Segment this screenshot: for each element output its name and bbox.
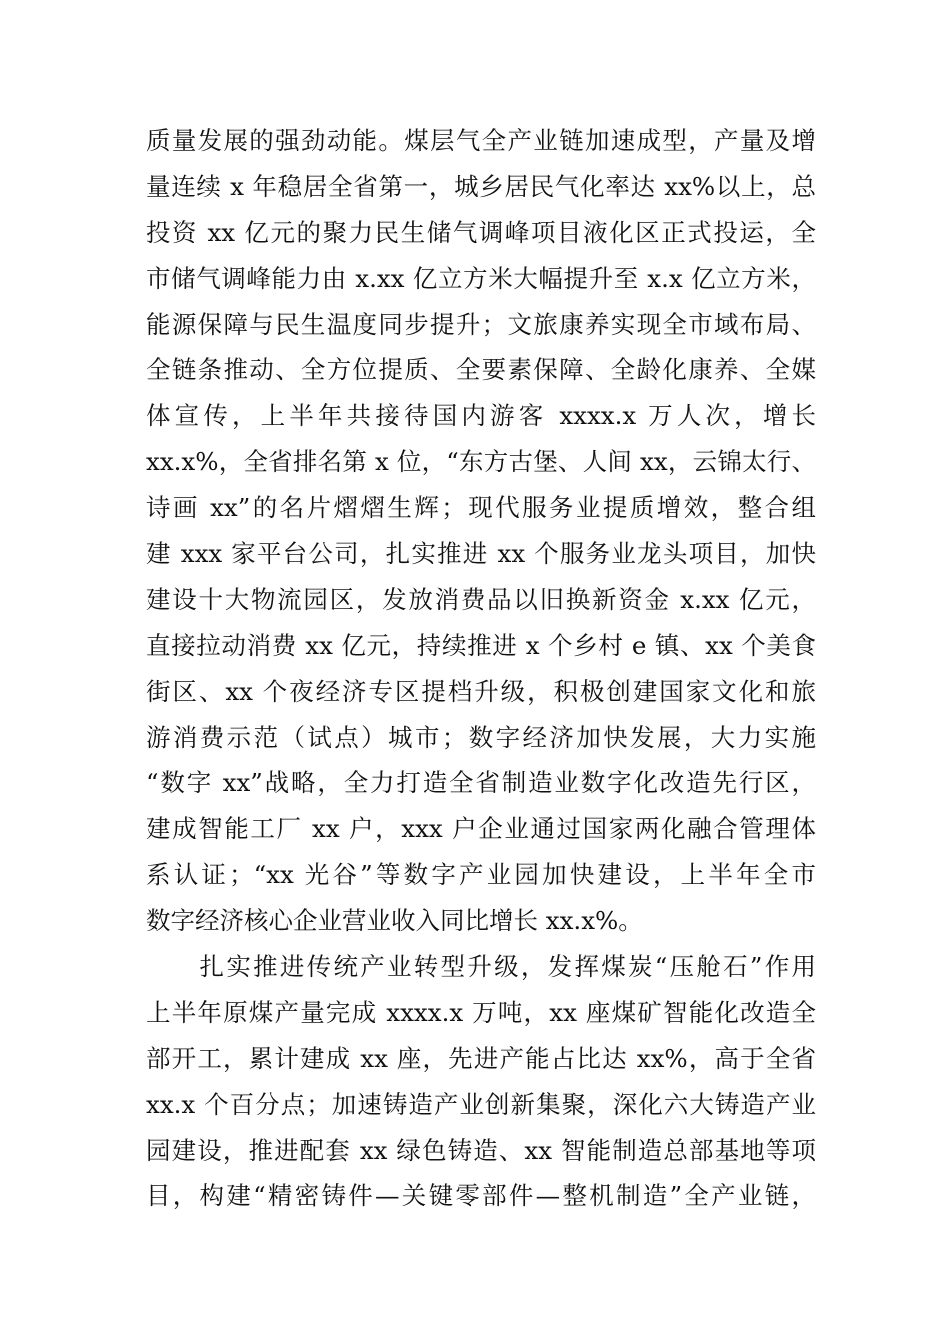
text-line: 全链条推动、全方位提质、全要素保障、全龄化康养、全媒 bbox=[146, 355, 816, 385]
text-line: 数字经济核心企业营业收入同比增长 xx.x%。 bbox=[146, 906, 643, 936]
text-line: 建设十大物流园区，发放消费品以旧换新资金 x.xx 亿元， bbox=[146, 584, 816, 614]
document-body bbox=[146, 118, 816, 1219]
text-line: 系认证；“xx 光谷”等数字产业园加快建设，上半年全市 bbox=[146, 860, 816, 890]
text-line: 园建设，推进配套 xx 绿色铸造、xx 智能制造总部基地等项 bbox=[146, 1135, 816, 1165]
text-line: 游消费示范（试点）城市；数字经济加快发展，大力实施 bbox=[146, 722, 816, 752]
text-line: 直接拉动消费 xx 亿元，持续推进 x 个乡村 e 镇、xx 个美食 bbox=[146, 630, 816, 660]
text-line: 目，构建“精密铸件—关键零部件—整机制造”全产业链， bbox=[146, 1181, 816, 1211]
paragraph-2 bbox=[146, 944, 816, 1219]
text-line: xx.x 个百分点；加速铸造产业创新集聚，深化六大铸造产业 bbox=[146, 1089, 816, 1119]
text-line: 市储气调峰能力由 x.xx 亿立方米大幅提升至 x.x 亿立方米， bbox=[146, 263, 816, 293]
text-line: 质量发展的强劲动能。煤层气全产业链加速成型，产量及增 bbox=[146, 126, 816, 155]
text-line: 建 xxx 家平台公司，扎实推进 xx 个服务业龙头项目，加快 bbox=[146, 539, 816, 569]
text-line: 建成智能工厂 xx 户，xxx 户企业通过国家两化融合管理体 bbox=[146, 814, 816, 844]
text-line: 街区、xx 个夜经济专区提档升级，积极创建国家文化和旅 bbox=[146, 676, 816, 706]
text-line: 上半年原煤产量完成 xxxx.x 万吨，xx 座煤矿智能化改造全 bbox=[146, 997, 816, 1027]
text-line: 诗画 xx”的名片熠熠生辉；现代服务业提质增效，整合组 bbox=[146, 493, 816, 523]
text-line: 能源保障与民生温度同步提升；文旅康养实现全市域布局、 bbox=[146, 309, 816, 339]
text-line: 量连续 x 年稳居全省第一，城乡居民气化率达 xx%以上，总 bbox=[146, 171, 816, 201]
text-line: xx.x%，全省排名第 x 位，“东方古堡、人间 xx，云锦太行、 bbox=[146, 447, 816, 477]
text-line: 扎实推进传统产业转型升级，发挥煤炭“压舱石”作用 bbox=[146, 952, 816, 982]
paragraph-1 bbox=[146, 118, 816, 944]
text-line: “数字 xx”战略，全力打造全省制造业数字化改造先行区， bbox=[146, 768, 816, 798]
text-line: 部开工，累计建成 xx 座，先进产能占比达 xx%，高于全省 bbox=[146, 1043, 816, 1073]
text-line: 投资 xx 亿元的聚力民生储气调峰项目液化区正式投运，全 bbox=[146, 217, 816, 247]
text-line: 体宣传，上半年共接待国内游客 xxxx.x 万人次，增长 bbox=[146, 401, 816, 431]
